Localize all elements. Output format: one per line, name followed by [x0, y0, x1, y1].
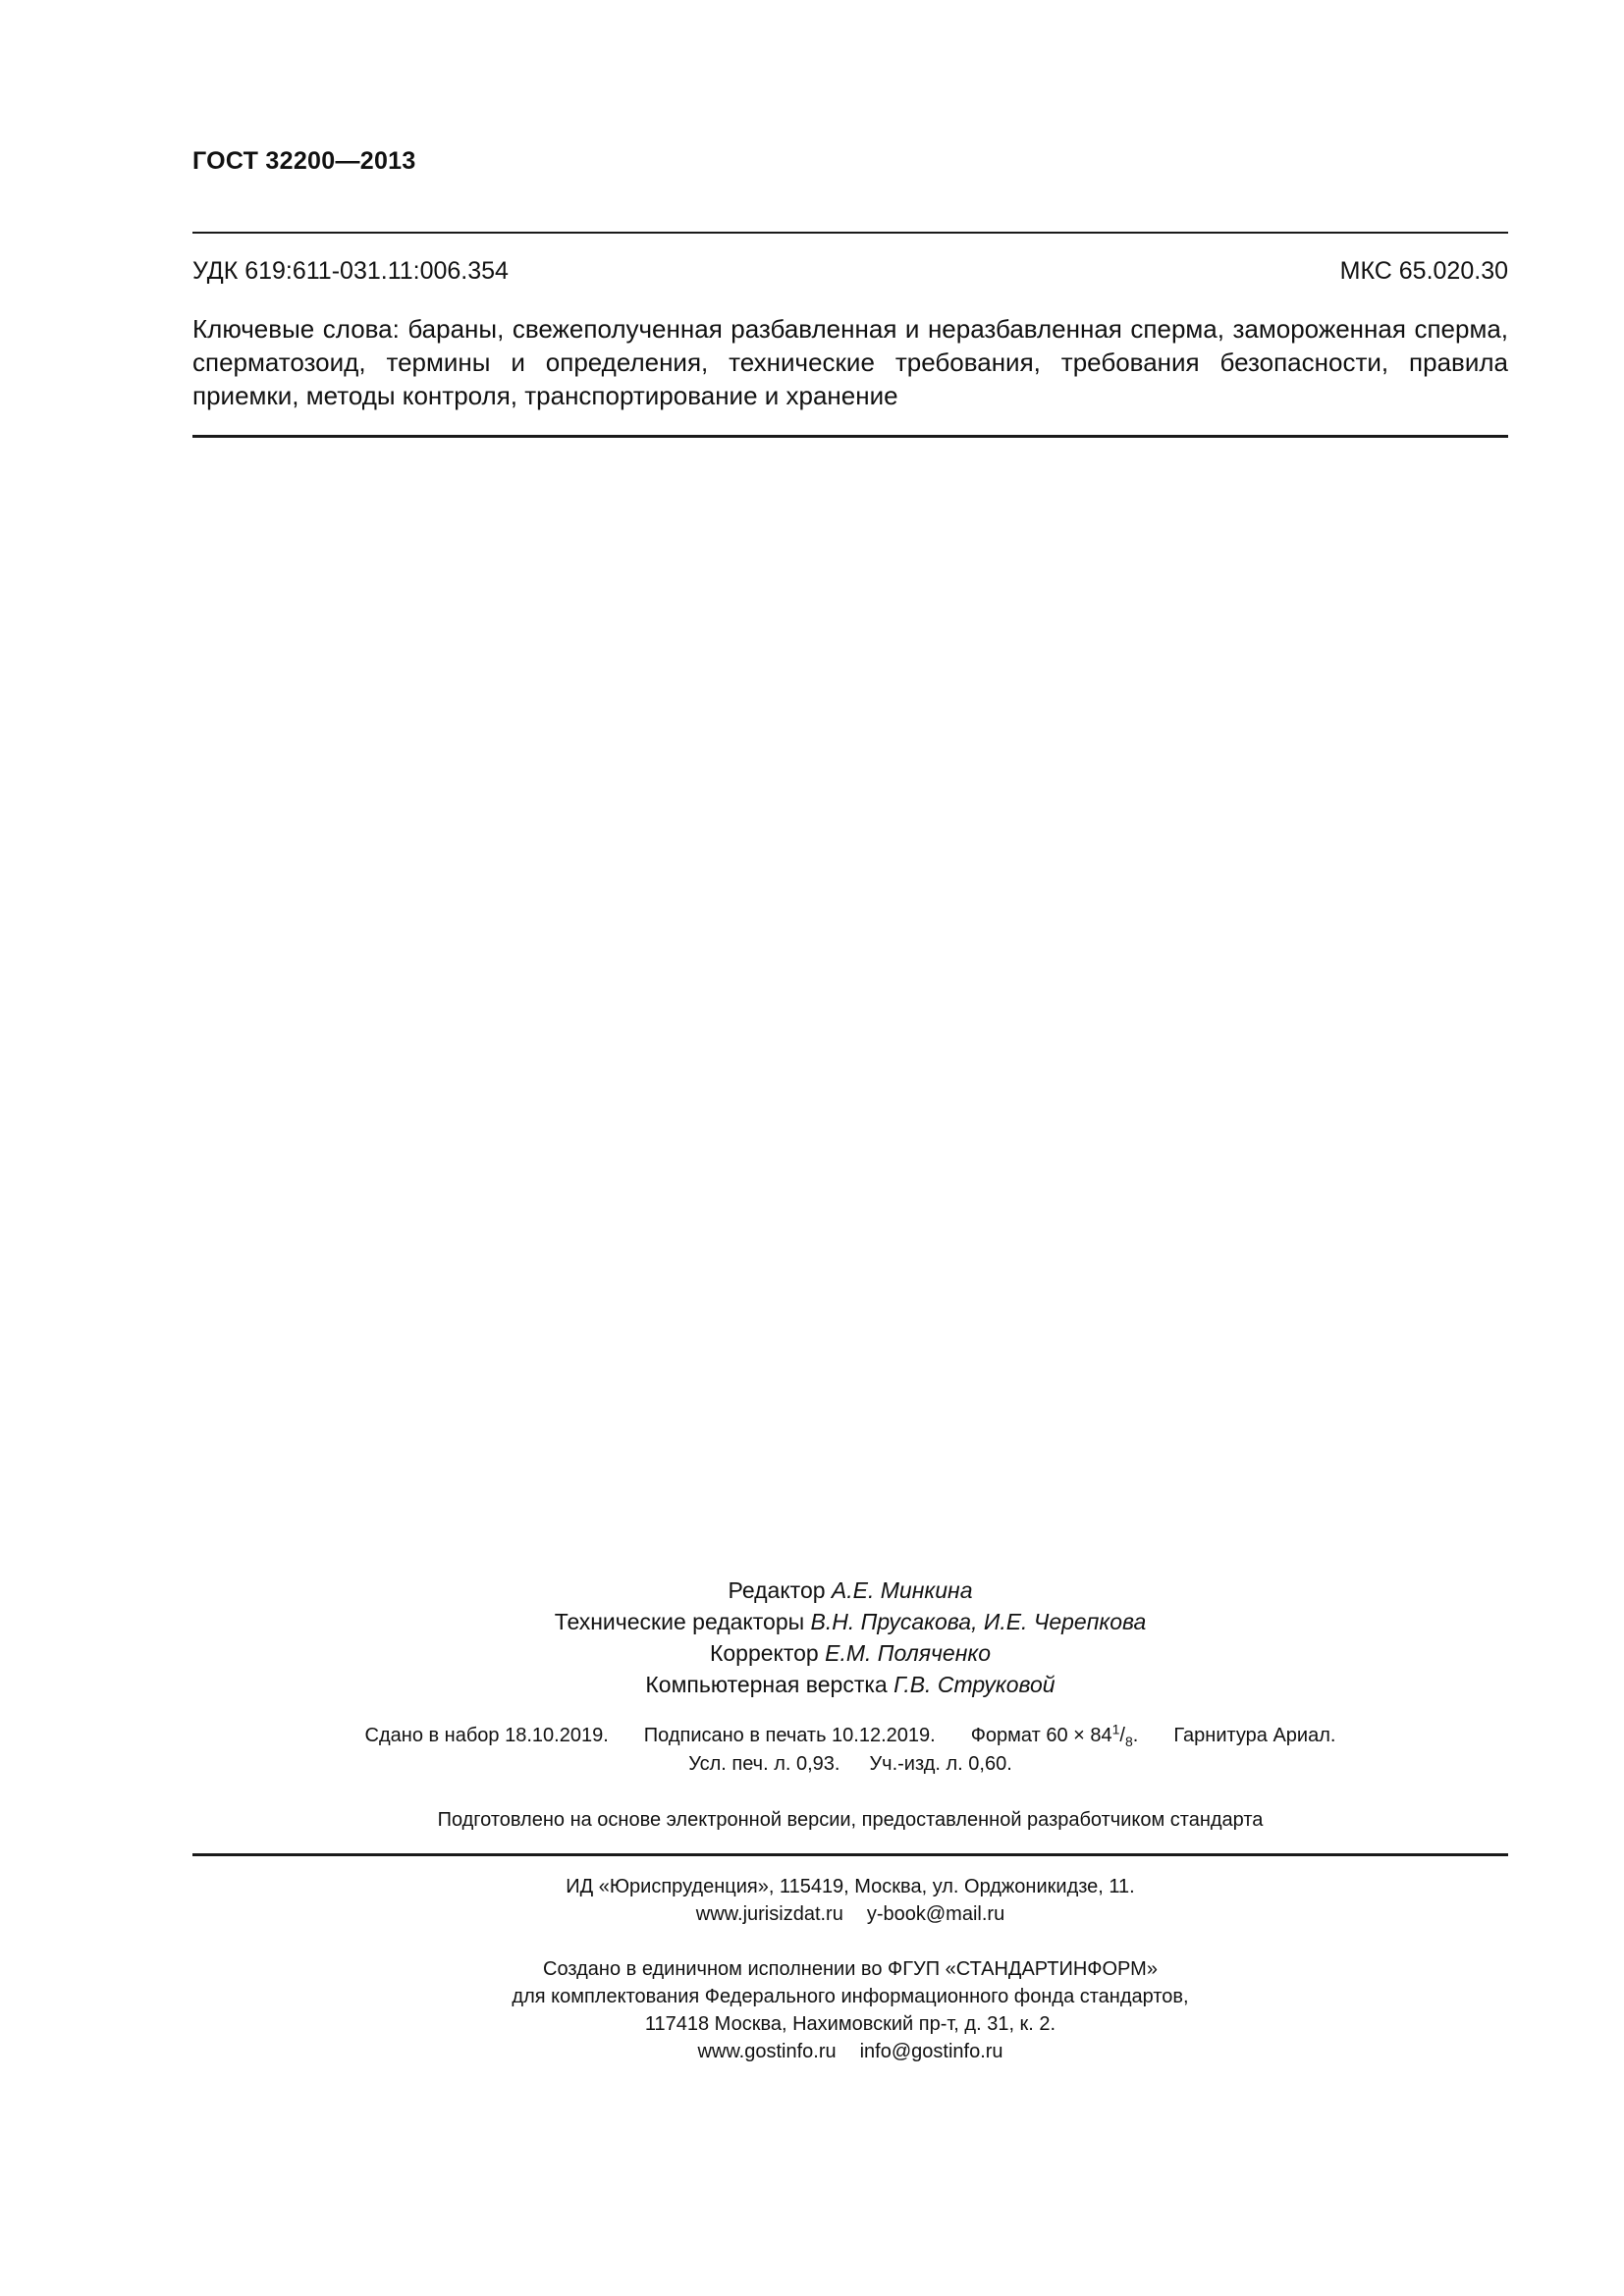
publisher-address: ИД «Юриспруденция», 115419, Москва, ул. Орджоникидзе, 11.	[566, 1876, 1135, 1897]
creator-line-1: Создано в единичном исполнении во ФГУП «СТАНДАРТИНФОРМ»	[543, 1958, 1158, 1980]
publisher-contacts	[192, 1900, 1508, 1928]
credit-role: Корректор	[709, 1640, 819, 1666]
creator-contacts	[192, 2038, 1508, 2065]
publisher-block	[192, 1873, 1508, 1928]
credit-name: В.Н. Прусакова, И.Е. Черепкова	[810, 1609, 1147, 1634]
credit-editor	[192, 1575, 1508, 1606]
credit-corrector	[192, 1637, 1508, 1669]
credit-name: А.Е. Минкина	[831, 1577, 973, 1603]
print-info-block	[192, 1722, 1508, 1779]
printed-sheets: Усл. печ. л. 0,93.	[688, 1753, 840, 1775]
credits-block	[192, 1575, 1508, 1700]
typeface: Гарнитура Ариал.	[1173, 1725, 1336, 1746]
keywords-divider	[192, 435, 1508, 438]
prepared-note: Подготовлено на основе электронной версии, предоставленной разработчиком стандарта	[437, 1809, 1264, 1831]
udk-code: УДК 619:611-031.11:006.354	[192, 257, 509, 285]
signed-date: Подписано в печать 10.12.2019.	[643, 1725, 936, 1746]
credit-technical-editors	[192, 1606, 1508, 1637]
top-divider	[192, 232, 1508, 234]
publisher-website[interactable]: www.jurisizdat.ru	[695, 1903, 843, 1925]
creator-line-2: для комплектования Федерального информационного фонда стандартов,	[512, 1986, 1189, 2007]
credit-layout	[192, 1669, 1508, 1700]
credit-name: Е.М. Поляченко	[825, 1640, 992, 1666]
creator-email[interactable]: info@gostinfo.ru	[859, 2041, 1003, 2062]
submitted-date: Сдано в набор 18.10.2019.	[364, 1725, 609, 1746]
print-info-line-1	[192, 1722, 1508, 1750]
keywords-paragraph: Ключевые слова: бараны, свежеполученная разбавленная и неразбавленная сперма, замороженная сперма, сперматозоид, термины и определения, технические требования, требования безопасности, правила приемки, методы контроля, транспортирование и хранение	[192, 314, 1508, 410]
creator-website[interactable]: www.gostinfo.ru	[697, 2041, 837, 2062]
credit-role: Компьютерная верстка	[645, 1672, 888, 1697]
document-code: ГОСТ 32200—2013	[192, 147, 416, 175]
creator-block	[192, 1955, 1508, 2065]
paper-format: Формат $60 \times 84^1/_8$.	[970, 1721, 1139, 1749]
publisher-sheets: Уч.-изд. л. 0,60.	[869, 1753, 1012, 1775]
credit-role: Технические редакторы	[554, 1609, 805, 1634]
credit-name: Г.В. Струковой	[893, 1672, 1056, 1697]
mks-code: МКС 65.020.30	[1339, 257, 1508, 285]
footer-divider	[192, 1853, 1508, 1856]
credit-role: Редактор	[728, 1577, 826, 1603]
creator-line-3: 117418 Москва, Нахимовский пр-т, д. 31, к. 2.	[644, 2013, 1056, 2035]
publisher-email[interactable]: y-book@mail.ru	[866, 1903, 1005, 1925]
print-info-line-2	[192, 1750, 1508, 1779]
